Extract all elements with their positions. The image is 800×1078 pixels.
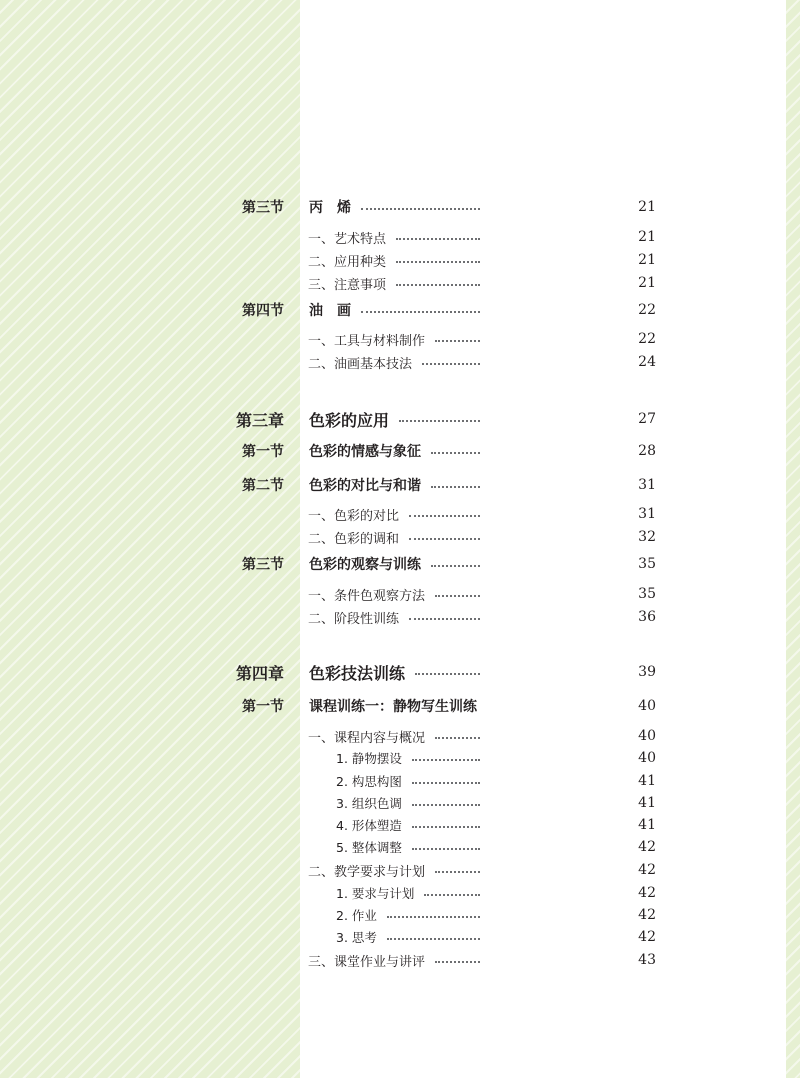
entry-title: 三、注意事项 (308, 277, 387, 293)
leader-dots (431, 565, 480, 567)
page-number: 40 (638, 728, 656, 744)
toc-entry[interactable] (0, 583, 660, 605)
page-number: 21 (638, 229, 656, 245)
toc-entry[interactable] (0, 196, 660, 218)
toc-entry[interactable] (0, 526, 660, 548)
entry-title: 二、油画基本技法 (308, 356, 413, 372)
leader-dots (431, 452, 480, 454)
chapter-label: 第四章 (236, 663, 285, 683)
page-number: 31 (638, 477, 656, 493)
section-label: 第三节 (242, 200, 284, 216)
entry-title: 课程训练一：静物写生训练 (309, 699, 477, 715)
page-number: 40 (638, 750, 656, 766)
leader-dots (396, 238, 480, 240)
toc-entry[interactable] (0, 328, 660, 350)
leader-dots (409, 515, 480, 517)
page-number: 28 (638, 443, 656, 459)
leader-dots (435, 871, 480, 873)
page-number: 42 (638, 907, 656, 923)
entry-title: 5. 整体调整 (336, 840, 402, 855)
entry-title: 一、课程内容与概况 (308, 730, 426, 746)
leader-dots (387, 916, 480, 918)
page-number: 35 (638, 586, 656, 602)
page-number: 22 (638, 331, 656, 347)
toc-entry[interactable] (0, 606, 660, 628)
toc-entry[interactable] (0, 859, 660, 881)
toc-entry[interactable] (0, 503, 660, 525)
entry-title: 色彩的情感与象征 (309, 444, 421, 460)
entry-title: 色彩的应用 (309, 410, 390, 430)
leader-dots (409, 618, 480, 620)
entry-title: 二、教学要求与计划 (308, 864, 426, 880)
toc-entry[interactable] (0, 904, 660, 926)
leader-dots (412, 759, 480, 761)
entry-title: 色彩技法训练 (309, 663, 406, 683)
toc-entry[interactable] (0, 836, 660, 858)
toc-entry[interactable] (0, 747, 660, 769)
entry-title: 油 画 (309, 303, 351, 319)
entry-title: 3. 组织色调 (336, 796, 402, 811)
toc-entry[interactable] (0, 272, 660, 294)
page-number: 24 (638, 354, 656, 370)
toc-entry[interactable] (0, 249, 660, 271)
toc-entry[interactable] (0, 770, 660, 792)
leader-dots (422, 363, 480, 365)
section-label: 第三节 (242, 557, 284, 573)
toc-entry[interactable] (0, 949, 660, 971)
leader-dots (361, 208, 480, 210)
leader-dots (412, 848, 480, 850)
page-number: 21 (638, 252, 656, 268)
page-number: 35 (638, 556, 656, 572)
page-number: 41 (638, 817, 656, 833)
toc-entry[interactable] (0, 695, 660, 717)
section-label: 第一节 (242, 699, 284, 715)
entry-title: 一、艺术特点 (308, 231, 387, 247)
leader-dots (415, 673, 480, 675)
page-number: 42 (638, 929, 656, 945)
page-number: 36 (638, 609, 656, 625)
entry-title: 色彩的对比与和谐 (309, 478, 421, 494)
page-number: 27 (638, 411, 656, 427)
entry-title: 三、课堂作业与讲评 (308, 954, 426, 970)
page-number: 21 (638, 199, 656, 215)
leader-dots (396, 261, 480, 263)
entry-title: 二、色彩的调和 (308, 531, 400, 547)
leader-dots (431, 486, 480, 488)
leader-dots (412, 782, 480, 784)
toc-entry[interactable] (0, 440, 660, 462)
entry-title: 1. 静物摆设 (336, 751, 402, 766)
page-number: 42 (638, 862, 656, 878)
section-label: 第一节 (242, 444, 284, 460)
leader-dots (361, 311, 480, 313)
leader-dots (435, 595, 480, 597)
leader-dots (412, 804, 480, 806)
page-number: 22 (638, 302, 656, 318)
entry-title: 一、色彩的对比 (308, 508, 400, 524)
page-number: 41 (638, 773, 656, 789)
page-number: 42 (638, 885, 656, 901)
leader-dots (387, 938, 480, 940)
entry-title: 2. 构思构图 (336, 774, 402, 789)
page-number: 40 (638, 698, 656, 714)
toc-entry[interactable] (0, 351, 660, 373)
entry-title: 2. 作业 (336, 908, 377, 923)
entry-title: 二、阶段性训练 (308, 611, 400, 627)
toc-entry[interactable] (0, 408, 660, 430)
leader-dots (435, 340, 480, 342)
toc-entry[interactable] (0, 882, 660, 904)
entry-title: 一、条件色观察方法 (308, 588, 426, 604)
section-label: 第四节 (242, 303, 284, 319)
section-label: 第二节 (242, 478, 284, 494)
leader-dots (409, 538, 480, 540)
toc-entry[interactable] (0, 926, 660, 948)
toc-entry[interactable] (0, 725, 660, 747)
entry-title: 1. 要求与计划 (336, 886, 415, 901)
page-number: 42 (638, 839, 656, 855)
page-number: 32 (638, 529, 656, 545)
chapter-label: 第三章 (236, 410, 285, 430)
leader-dots (435, 737, 480, 739)
entry-title: 色彩的观察与训练 (309, 557, 421, 573)
entry-title: 3. 思考 (336, 930, 377, 945)
toc-entry[interactable] (0, 792, 660, 814)
page-number: 21 (638, 275, 656, 291)
toc-entry[interactable] (0, 299, 660, 321)
leader-dots (435, 961, 480, 963)
toc-entry[interactable] (0, 661, 660, 683)
page-number: 43 (638, 952, 656, 968)
toc-entry[interactable] (0, 553, 660, 575)
leader-dots (399, 420, 480, 422)
page-number: 31 (638, 506, 656, 522)
leader-dots (424, 894, 480, 896)
toc-entry[interactable] (0, 814, 660, 836)
toc-entry[interactable] (0, 226, 660, 248)
page-number: 39 (638, 664, 656, 680)
entry-title: 二、应用种类 (308, 254, 387, 270)
leader-dots (396, 284, 480, 286)
leader-dots (412, 826, 480, 828)
page-number: 41 (638, 795, 656, 811)
entry-title: 丙 烯 (309, 200, 351, 216)
entry-title: 一、工具与材料制作 (308, 333, 426, 349)
entry-title: 4. 形体塑造 (336, 818, 402, 833)
toc-entry[interactable] (0, 474, 660, 496)
